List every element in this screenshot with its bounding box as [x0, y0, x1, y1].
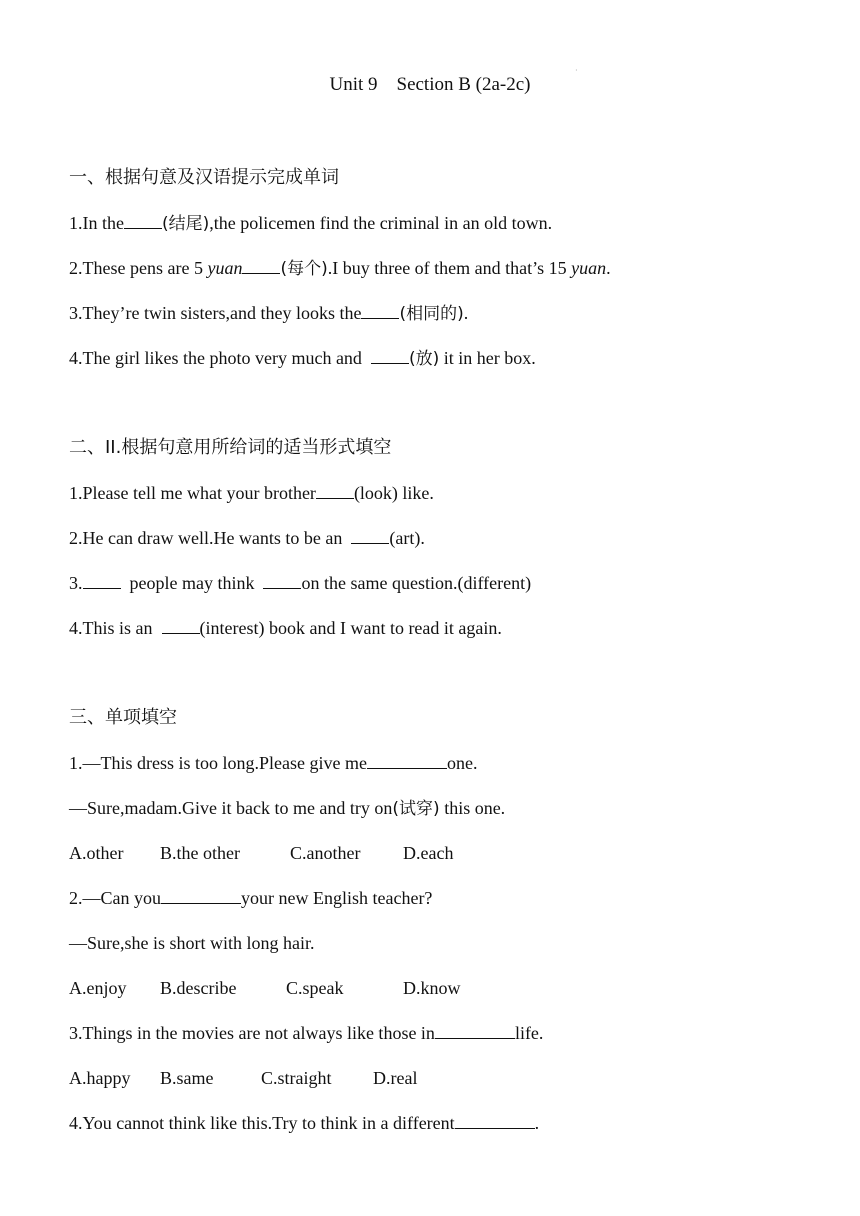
s1-q3-text-end: . — [463, 303, 469, 323]
s3-question-2-options — [69, 976, 461, 1000]
s1-q4-hint: (放) — [408, 349, 440, 369]
option-b[interactable]: B.same — [160, 1068, 214, 1088]
s3-q1-text: 1.—This dress is too long.Please give me — [69, 753, 367, 773]
s1-q3-text: 3.They’re twin sisters,and they looks the — [69, 303, 362, 323]
section-3-heading: 三、单项填空 — [69, 707, 177, 728]
s1-q2-text-end: . — [606, 258, 611, 278]
s1-q2-yuan: yuan — [207, 258, 243, 278]
s2-question-2 — [69, 526, 425, 550]
option-b[interactable]: B.the other — [160, 843, 240, 863]
option-c[interactable]: C.speak — [286, 978, 344, 998]
option-d[interactable]: D.each — [403, 843, 454, 863]
option-a[interactable]: A.happy — [69, 1068, 131, 1088]
s2-q1-text: 1.Please tell me what your brother — [69, 483, 316, 503]
s1-q2-yuan-2: yuan — [571, 258, 607, 278]
page-title: Unit 9 Section B (2a-2c) — [329, 74, 531, 95]
s3-q1-reply-text: —Sure,madam.Give it back to me and try on — [69, 798, 393, 818]
s3-question-1 — [69, 751, 477, 775]
option-c[interactable]: C.another — [290, 843, 361, 863]
s1-q2-hint: (每个) — [280, 259, 328, 279]
s3-question-4 — [69, 1111, 539, 1135]
s2-q3-text: 3. — [69, 573, 83, 593]
s1-q3-blank[interactable] — [361, 302, 399, 319]
s3-q1-reply-hint: (试穿) — [392, 799, 440, 819]
s1-q1-text: 1.In the — [69, 213, 124, 233]
s3-q1-reply-text-end: this one. — [439, 798, 506, 818]
option-d[interactable]: D.real — [373, 1068, 418, 1088]
s1-q1-hint: (结尾) — [161, 214, 210, 234]
s1-q4-text-end: it in her box. — [439, 348, 536, 368]
s2-q4-text: 4.This is an — [69, 618, 162, 638]
s3-q2-text: 2.—Can you — [69, 888, 161, 908]
s3-q1-text-end: one. — [446, 753, 478, 773]
s3-q1-blank[interactable] — [367, 752, 447, 769]
s1-question-2 — [69, 256, 611, 281]
s1-q2-text: 2.These pens are 5 — [69, 258, 208, 278]
s2-question-4 — [69, 616, 502, 640]
scan-dot: · — [575, 66, 578, 75]
s3-question-1-options — [69, 841, 453, 865]
s3-q3-blank[interactable] — [435, 1022, 515, 1039]
option-b[interactable]: B.describe — [160, 978, 237, 998]
s2-question-3 — [69, 571, 531, 595]
s3-q3-text-end: life. — [514, 1023, 544, 1043]
s2-q2-text-end: (art). — [389, 528, 425, 548]
s2-q2-text: 2.He can draw well.He wants to be an — [69, 528, 352, 548]
s1-q4-blank[interactable] — [371, 347, 409, 364]
s1-question-1 — [69, 211, 552, 236]
s1-question-3 — [69, 301, 468, 326]
s3-question-1-reply — [69, 796, 505, 821]
s1-q2-blank[interactable] — [242, 257, 280, 274]
s2-q1-blank[interactable] — [316, 482, 354, 499]
s1-q2-text-mid: .I buy three of them and that’s 15 — [327, 258, 572, 278]
option-a[interactable]: A.other — [69, 843, 124, 863]
s3-q3-text: 3.Things in the movies are not always like those in — [69, 1023, 435, 1043]
s1-q1-blank[interactable] — [124, 212, 162, 229]
option-d[interactable]: D.know — [403, 978, 461, 998]
s2-question-1 — [69, 481, 434, 505]
s3-q2-blank[interactable] — [161, 887, 241, 904]
option-c[interactable]: C.straight — [261, 1068, 332, 1088]
s3-question-3 — [69, 1021, 543, 1045]
s3-question-3-options — [69, 1066, 417, 1090]
s3-q4-text-end: . — [534, 1113, 540, 1133]
s2-q3-blank-2[interactable] — [263, 572, 301, 589]
s2-q1-text-end: (look) like. — [353, 483, 434, 503]
s1-q4-text: 4.The girl likes the photo very much and — [69, 348, 371, 368]
s3-question-2 — [69, 886, 432, 910]
s2-q2-blank[interactable] — [351, 527, 389, 544]
s3-q4-blank[interactable] — [455, 1112, 535, 1129]
s1-q1-text-end: ,the policemen find the criminal in an old town. — [209, 213, 553, 233]
section-1-heading: 一、根据句意及汉语提示完成单词 — [69, 167, 339, 188]
s3-q4-text: 4.You cannot think like this.Try to think in a different — [69, 1113, 455, 1133]
s1-question-4 — [69, 346, 536, 371]
section-2-heading: 二、II.根据句意用所给词的适当形式填空 — [69, 437, 392, 458]
s2-q3-blank-1[interactable] — [83, 572, 121, 589]
s3-question-2-reply: —Sure,she is short with long hair. — [69, 933, 315, 953]
s2-q3-text-mid: people may think — [120, 573, 264, 593]
option-a[interactable]: A.enjoy — [69, 978, 127, 998]
s2-q4-text-end: (interest) book and I want to read it again. — [199, 618, 502, 638]
s2-q4-blank[interactable] — [162, 617, 200, 634]
s1-q3-hint: (相同的) — [399, 304, 464, 324]
s3-q2-text-end: your new English teacher? — [241, 888, 433, 908]
s2-q3-text-end: on the same question.(different) — [301, 573, 532, 593]
